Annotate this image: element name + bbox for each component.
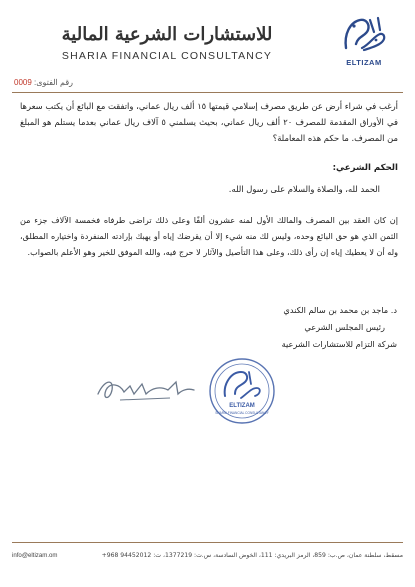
footer-address: مسقط، سلطنة عمان، ص.ب: 859، الرمز البريدي: 111، الخوض السادسة، س.ت: 1377219، ت: 94452012 968+ [101, 552, 403, 559]
fatwa-number-value: 0009 [14, 78, 32, 87]
letterhead [14, 12, 402, 76]
footer-divider [12, 542, 403, 543]
signatory-title: رئيس المجلس الشرعي [304, 322, 385, 332]
signatory-name: د. ماجد بن محمد بن سالم الكندي [283, 305, 397, 315]
logo-wordmark: ELTIZAM [346, 58, 382, 67]
ruling-heading: الحكم الشرعي: [332, 163, 398, 173]
svg-text:SHARIA FINANCIAL CONSULTANCY: SHARIA FINANCIAL CONSULTANCY [215, 411, 269, 415]
signatory-block [247, 302, 397, 353]
question-text: أرغب في شراء أرض عن طريق مصرف إسلامي قيمتها ١٥ ألف ريال عماني، واتفقت مع البائع أن يكتب سعرها في الأوراق المقدمة للمصرف ٢٠ ألف ريال عماني، بحيث يسلمني ٥ آلاف ريال عماني بعدما يستلم هو المبلغ من المصرف. ما حكم هذه المعاملة؟ [20, 101, 398, 143]
firm-name-english: SHARIA FINANCIAL CONSULTANCY [61, 50, 273, 62]
handwritten-signature [90, 366, 200, 408]
ruling-greeting: الحمد لله، والصلاة والسلام على رسول الله. [228, 184, 380, 194]
footer-email[interactable]: info@eltizam.om [12, 552, 58, 559]
signatory-company: شركة التزام للاستشارات الشرعية [281, 339, 397, 349]
calligraphy-logo-icon [340, 14, 388, 54]
eltizam-logo [332, 14, 396, 76]
fatwa-number [14, 78, 84, 90]
firm-name-arabic: للاستشارات الشرعية المالية [61, 24, 273, 45]
company-stamp [205, 356, 279, 426]
fatwa-number-label: رقم الفتوى: [34, 78, 74, 87]
header-divider [12, 92, 403, 93]
svg-text:ELTIZAM: ELTIZAM [229, 403, 255, 409]
ruling-text: إن كان العقد بين المصرف والمالك الأول لمنه عشرون ألفًا وعلى ذلك تراضى طرفاه فخمسة الآلاف جزء من الثمن الذي هو حق البائع وحده، وليس لك منه شيء إلا أن يقرضك إياه أو يهبك بإرادته المنفردة واختياره المطلق، وله أن لا يعطيك إياه إن رأى ذلك، وعلى هذا التأصيل والآثار لا حرج فيه، والله الموفق للخير وهو الأعلم بالصواب. [20, 215, 398, 257]
